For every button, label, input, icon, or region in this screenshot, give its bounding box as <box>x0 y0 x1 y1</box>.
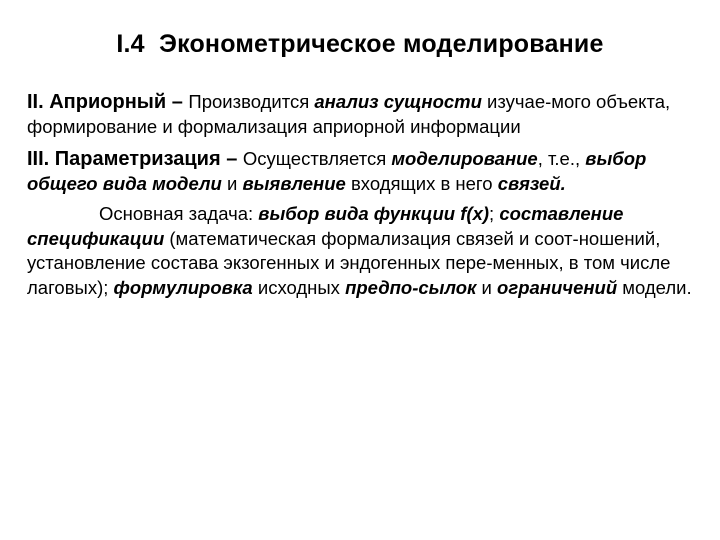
emphasis-span: анализ сущности <box>314 91 482 112</box>
text-span: , т.е., <box>537 148 586 169</box>
emphasis-span: связей. <box>497 172 566 194</box>
emphasis-span: формулировка <box>113 276 253 298</box>
text-span: модели. <box>617 276 692 298</box>
emphasis-span: составление спецификации <box>27 203 624 249</box>
text-span: и <box>476 276 498 298</box>
function-notation: f(x) <box>460 203 490 224</box>
paragraph-parametrization <box>27 147 699 196</box>
slide-title: I.4 Эконометрическое моделирование <box>116 30 604 58</box>
emphasis-span: выбор общего вида модели <box>27 148 647 194</box>
paragraph-apriori <box>27 90 699 139</box>
emphasis-span: моделирование <box>391 148 538 169</box>
text-span: (математическая формализация связей и соот-ношений, установление состава экзогенных и эндогенных пере-менных, в том числе лаговых); <box>27 227 671 298</box>
text-span: Осуществляется <box>242 148 392 169</box>
emphasis-span: выбор вида функции <box>258 203 461 224</box>
text-span: исходных <box>252 276 346 298</box>
text-span: изучае-мого объекта, формирование и формализация априорной информации <box>27 91 671 137</box>
text-span: Производится <box>188 91 315 112</box>
text-span: Основная задача: <box>99 203 259 224</box>
stage-heading-apriori: II. Априорный – <box>27 91 189 113</box>
stage-heading-parametrization: III. Параметризация – <box>27 148 243 170</box>
text-span: входящих в него <box>345 172 498 194</box>
emphasis-span: предпо-сылок <box>345 276 477 298</box>
slide-body <box>27 90 699 300</box>
text-span: ; <box>489 203 500 224</box>
paragraph-main-task <box>27 202 699 300</box>
text-span: и <box>221 172 243 194</box>
emphasis-span: ограничений <box>497 276 618 298</box>
emphasis-span: выявление <box>242 172 346 194</box>
